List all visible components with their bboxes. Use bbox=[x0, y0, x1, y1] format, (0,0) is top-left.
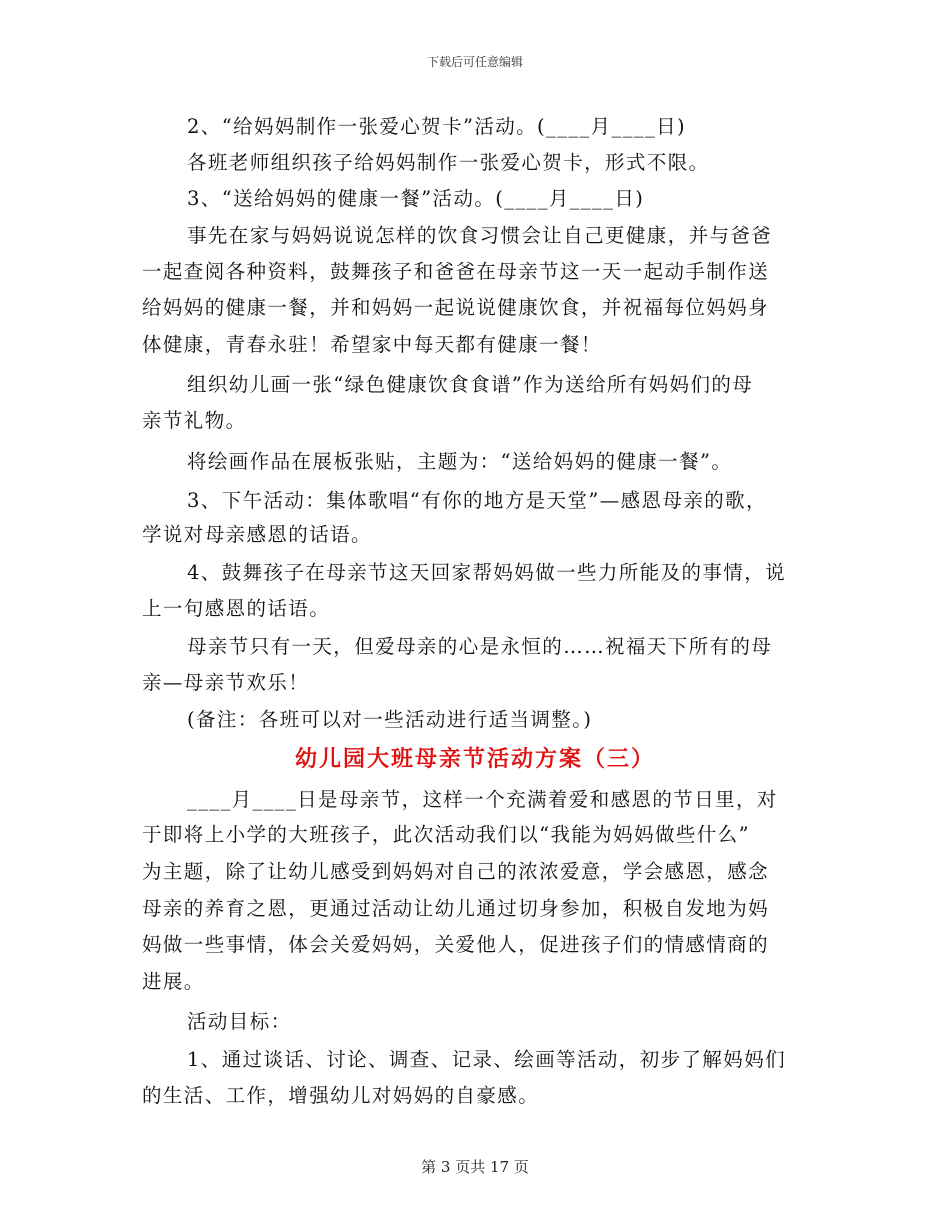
page-header: 下载后可任意编辑 bbox=[426, 55, 523, 69]
paragraph-line: 给妈妈的健康一餐，并和妈妈一起说说健康饮食，并祝福每位妈妈身 bbox=[142, 296, 770, 319]
paragraph-line: 一起查阅各种资料，鼓舞孩子和爸爸在母亲节这一天一起动手制作送 bbox=[142, 260, 770, 283]
paragraph-line: 亲节礼物。 bbox=[142, 409, 247, 432]
paragraph-line: 母亲的养育之恩，更通过活动让幼儿通过切身参加，积极自发地为妈 bbox=[142, 897, 770, 920]
page-footer: 第 3 页共 17 页 bbox=[421, 1158, 529, 1176]
paragraph-line: 4、鼓舞孩子在母亲节这天回家帮妈妈做一些力所能及的事情，说 bbox=[187, 561, 787, 584]
paragraph-line: 2、“给妈妈制作一张爱心贺卡”活动。(____月____日) bbox=[187, 115, 687, 138]
paragraph-line: ____月____日是母亲节，这样一个充满着爱和感恩的节日里，对 bbox=[187, 788, 778, 811]
paragraph-line: 学说对母亲感恩的话语。 bbox=[142, 523, 372, 546]
paragraph-line: 的生活、工作，增强幼儿对妈妈的自豪感。 bbox=[142, 1084, 540, 1107]
paragraph-line: 活动目标： bbox=[187, 1010, 292, 1033]
paragraph-line: 为主题，除了让幼儿感受到妈妈对自己的浓浓爱意，学会感恩，感念 bbox=[142, 860, 770, 883]
paragraph-line: (备注：各班可以对一些活动进行适当调整。) bbox=[187, 708, 593, 731]
paragraph-line: 3、下午活动：集体歌唱“有你的地方是天堂”—感恩母亲的歌， bbox=[187, 489, 767, 512]
paragraph-line: 亲—母亲节欢乐！ bbox=[142, 671, 310, 694]
paragraph-line: 事先在家与妈妈说说怎样的饮食习惯会让自己更健康，并与爸爸 bbox=[187, 224, 773, 247]
section-title: 幼儿园大班母亲节活动方案（三） bbox=[294, 746, 655, 772]
paragraph-line: 妈做一些事情，体会关爱妈妈，关爱他人，促进孩子们的情感情商的 bbox=[142, 933, 770, 956]
paragraph-line: 进展。 bbox=[142, 970, 205, 993]
paragraph-line: 组织幼儿画一张“绿色健康饮食食谱”作为送给所有妈妈们的母 bbox=[187, 373, 754, 396]
paragraph-line: 1、通过谈话、讨论、调查、记录、绘画等活动，初步了解妈妈们 bbox=[187, 1048, 787, 1071]
paragraph-line: 母亲节只有一天，但爱母亲的心是永恒的……祝福天下所有的母 bbox=[187, 635, 773, 658]
paragraph-line: 于即将上小学的大班孩子，此次活动我们以“我能为妈妈做些什么” bbox=[142, 823, 750, 846]
paragraph-line: 上一句感恩的话语。 bbox=[142, 597, 331, 620]
paragraph-line: 将绘画作品在展板张贴，主题为：“送给妈妈的健康一餐”。 bbox=[187, 450, 733, 473]
paragraph-line: 体健康，青春永驻！希望家中每天都有健康一餐！ bbox=[142, 333, 602, 356]
paragraph-line: 各班老师组织孩子给妈妈制作一张爱心贺卡，形式不限。 bbox=[187, 151, 710, 174]
paragraph-line: 3、“送给妈妈的健康一餐”活动。(____月____日) bbox=[187, 187, 645, 210]
